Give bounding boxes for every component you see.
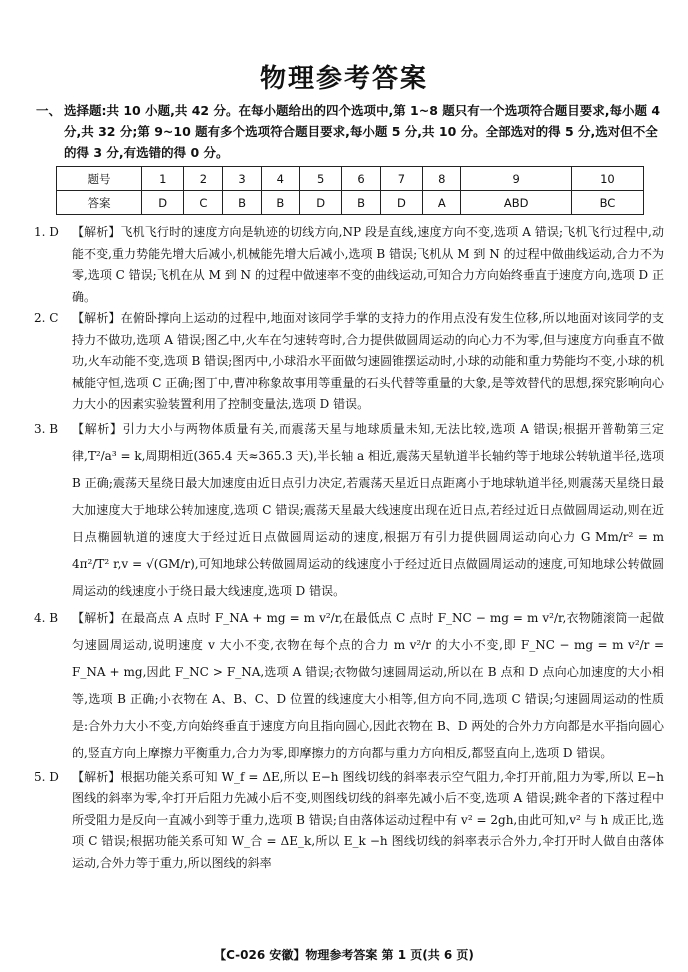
table-cell: D (299, 191, 341, 215)
table-cell: B (261, 191, 299, 215)
analysis-tag: 【解析】 (72, 421, 123, 436)
analysis-text: 引力大小与两物体质量有关,而震荡天星与地球质量未知,无法比较,选项 A 错误;根据开普勒第三定律,T²/a³ = k,周期相近(365.4 天≈365.3 天),半长轴 a 相近,震荡天星轨道半长轴约等于地球公转轨道半径,选项 B 正确;震荡天星绕日最大加速度由近日点引力决定,若震荡天星近日点距离小于地球轨道半径,则震荡天星绕日最大加速度大于地球公转加速度,选项 C 错误;震荡天星最大线速度出现在近日点,若经过近日点做圆周运动,则在近日点椭圆轨道的速度大于经过近日点做圆周运动的速度,根据万有引力提供圆周运动向心力 G Mm/r² = m 4π²/T² r,v = √(GM/r),可知地球公转做圆周运动的线速度小于经过近日点做圆周运动的速度,可知地球公转做圆周运动的线速度小于绕日最大线速度,选项 D 错误。 (72, 421, 664, 598)
table-cell: ABD (461, 191, 571, 215)
answer-item (34, 767, 664, 875)
analysis-text: 在最高点 A 点时 F_NA + mg = m v²/r,在最低点 C 点时 F_NC − mg = m v²/r,衣物随滚筒一起做匀速圆周运动,说明速度 v 大小不变,衣物在每个点的合力 m v²/r 的大小不变,即 F_NC − mg = m v²/r = F_NA + mg,因此 F_NC > F_NA,选项 A 错误;衣物做匀速圆周运动,所以在 B 点和 D 点向心加速度的大小相等,选项 B 正确;小衣物在 A、B、C、D 位置的线速度大小相等,但方向不同,选项 C 错误;匀速圆周运动的性质是:合外力大小不变,方向始终垂直于速度方向且指向圆心,因此衣物在 B、D 两处的合外力方向都是水平指向圆心的,竖直方向上摩擦力平衡重力,合力为零,即摩擦力的方向都与重力方向相反,都竖直向上,选项 D 错误。 (72, 610, 664, 760)
answer-body (72, 416, 664, 605)
table-row-numbers (57, 167, 644, 191)
answer-number: 4. B (34, 610, 59, 625)
answer-body (72, 605, 664, 767)
answer-body (72, 308, 664, 416)
table-cell: A (423, 191, 461, 215)
analysis-tag: 【解析】 (72, 225, 121, 239)
answer-item (34, 605, 664, 767)
table-header-cell: 题号 (57, 167, 142, 191)
answer-item (34, 416, 664, 605)
table-row-answers (57, 191, 644, 215)
answer-body (72, 767, 664, 875)
table-cell: 8 (423, 167, 461, 191)
section-intro (36, 100, 664, 163)
analysis-text: 飞机飞行时的速度方向是轨迹的切线方向,NP 段是直线,速度方向不变,选项 A 错误;飞机飞行过程中,动能不变,重力势能先增大后减小,机械能先增大后减小,选项 B 错误;飞机从 M 到 N 的过程中做曲线运动,合力不为零,选项 C 错误;飞机在从 M 到 N 的过程中做速率不变的曲线运动,可知合力方向始终垂直于速度方向,选项 D 正确。 (72, 225, 665, 304)
page-title: 物理参考答案 (259, 64, 428, 94)
table-cell: B (342, 191, 380, 215)
answer-item (34, 222, 664, 308)
table-cell: 6 (342, 167, 380, 191)
answer-body (72, 222, 664, 308)
table-cell: 3 (223, 167, 261, 191)
analysis-tag: 【解析】 (72, 610, 121, 625)
answer-number: 5. D (34, 769, 59, 784)
analysis-tag: 【解析】 (72, 769, 121, 784)
table-cell: D (380, 191, 422, 215)
table-cell: 5 (299, 167, 341, 191)
analysis-text: 在俯卧撑向上运动的过程中,地面对该同学手掌的支持力的作用点没有发生位移,所以地面对该同学的支持力不做功,选项 A 错误;图乙中,火车在匀速转弯时,合力提供做圆周运动的向心力不为零,但与速度方向垂直不做功,火车动能不变,选项 B 错误;图丙中,小球沿水平面做匀速圆锥摆运动时,小球的动能和重力势能均不变,小球的机械能守恒,选项 C 正确;图丁中,曹冲称象故事用等重量的石头代替等重量的大象,是等效替代的思想,探究影响向心力大小的因素实验装置利用了控制变量法,选项 D 错误。 (72, 311, 664, 411)
table-cell: BC (571, 191, 643, 215)
answer-number: 2. C (34, 311, 59, 325)
table-cell: 10 (571, 167, 643, 191)
table-header-cell: 答案 (57, 191, 142, 215)
answer-number: 1. D (34, 225, 59, 239)
table-cell: 4 (261, 167, 299, 191)
answer-number: 3. B (34, 421, 59, 436)
answer-table (56, 166, 644, 215)
table-cell: 1 (142, 167, 184, 191)
table-cell: C (184, 191, 223, 215)
answer-item (34, 308, 664, 416)
analysis-text: 根据功能关系可知 W_f = ΔE,所以 E−h 图线切线的斜率表示空气阻力,伞打开前,阻力为零,所以 E−h 图线的斜率为零,伞打开后阻力先减小后不变,则图线切线的斜率先减小后不变,选项 A 错误;跳伞者的下落过程中所受阻力是反向一直减小到等于重力,选项 B 错误;自由落体运动过程中有 v² = 2gh,由此可知,v² 与 h 成正比,选项 C 错误;根据功能关系可知 W_合 = ΔE_k,所以 E_k −h 图线切线的斜率表示合外力,伞打开时人做自由落体运动,合外力等于重力,所以图线的斜率 (72, 769, 664, 870)
analysis-tag: 【解析】 (72, 311, 121, 325)
answer-explanations (34, 222, 664, 874)
table-cell: D (142, 191, 184, 215)
table-cell: B (223, 191, 261, 215)
table-cell: 7 (380, 167, 422, 191)
table-cell: 2 (184, 167, 223, 191)
table-cell: 9 (461, 167, 571, 191)
section-text: 选择题:共 10 小题,共 42 分。在每小题给出的四个选项中,第 1~8 题只有一个选项符合题目要求,每小题 4 分,共 32 分;第 9~10 题有多个选项符合题目要求,每小题 5 分,共 10 分。全部选对的得 5 分,选对但不全的得 3 分,有选错的得 0 分。 (64, 103, 661, 160)
page-footer: 【C-026 安徽】物理参考答案 第 1 页(共 6 页) (214, 948, 474, 962)
section-label: 一、 (36, 103, 62, 118)
